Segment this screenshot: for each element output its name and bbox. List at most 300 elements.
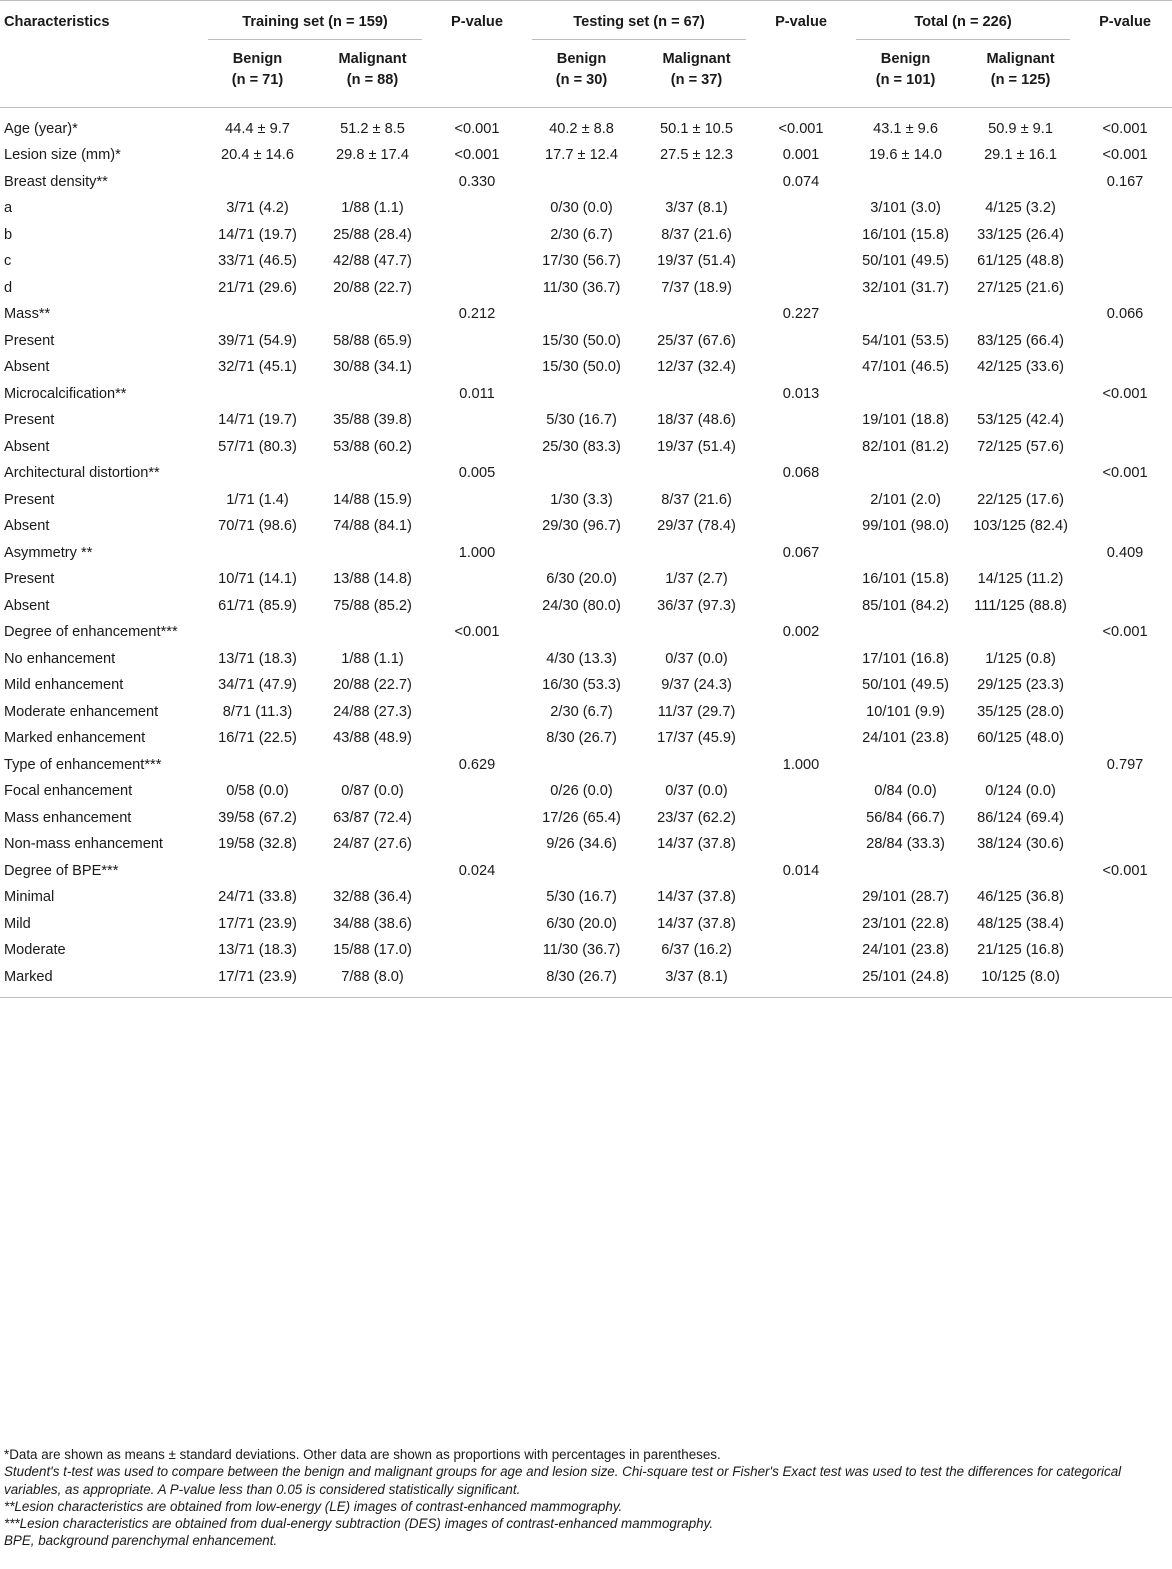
cell-total-benign bbox=[848, 382, 963, 409]
cell-train-p-value bbox=[430, 488, 524, 515]
subheader-n: (n = 30) bbox=[555, 72, 608, 88]
header-test-benign bbox=[524, 40, 639, 107]
cell-test-p-value bbox=[754, 885, 848, 912]
cell-test-p-value: 0.227 bbox=[782, 306, 820, 322]
cell-train-malignant bbox=[315, 620, 430, 647]
cell-test-p-value: 0.014 bbox=[782, 862, 820, 879]
cell-characteristic: Focal enhancement bbox=[4, 783, 133, 799]
cell-test-p-value bbox=[754, 779, 848, 806]
cell-test-malignant bbox=[639, 382, 754, 409]
subheader-label: Malignant bbox=[662, 51, 731, 67]
cell-train-p-value: 0.024 bbox=[458, 862, 496, 879]
cell-total-benign: 23/101 (22.8) bbox=[862, 915, 949, 932]
cell-train-benign: 13/71 (18.3) bbox=[218, 650, 297, 667]
table-row bbox=[0, 355, 1172, 382]
cell-train-malignant: 1/88 (1.1) bbox=[341, 650, 404, 667]
cell-test-malignant: 17/37 (45.9) bbox=[657, 730, 736, 746]
cell-train-p-value bbox=[430, 832, 524, 859]
cell-train-p-value bbox=[430, 806, 524, 833]
cell-test-p-value bbox=[754, 223, 848, 250]
cell-test-malignant: 0/37 (0.0) bbox=[665, 650, 728, 667]
cell-test-benign: 15/30 (50.0) bbox=[542, 332, 621, 349]
cell-total-p-value: 0.167 bbox=[1106, 173, 1144, 190]
cell-total-malignant: 1/125 (0.8) bbox=[985, 650, 1056, 667]
header-p-value-total: P-value bbox=[1099, 14, 1151, 30]
cell-test-benign: 25/30 (83.3) bbox=[542, 438, 621, 455]
cell-total-p-value bbox=[1078, 726, 1172, 753]
cell-test-benign: 15/30 (50.0) bbox=[542, 359, 621, 375]
cell-train-malignant: 29.8 ± 17.4 bbox=[336, 147, 409, 163]
cell-test-benign: 5/30 (16.7) bbox=[546, 412, 617, 428]
cell-total-benign: 0/84 (0.0) bbox=[874, 783, 937, 799]
cell-total-p-value bbox=[1078, 965, 1172, 998]
cell-total-benign: 47/101 (46.5) bbox=[862, 359, 949, 375]
cell-total-benign: 56/84 (66.7) bbox=[866, 809, 945, 826]
cell-total-p-value bbox=[1078, 700, 1172, 727]
cell-total-malignant: 46/125 (36.8) bbox=[977, 889, 1064, 905]
cell-train-malignant bbox=[315, 302, 430, 329]
cell-total-malignant: 35/125 (28.0) bbox=[977, 703, 1064, 720]
cell-total-malignant: 29.1 ± 16.1 bbox=[984, 147, 1057, 163]
cell-test-malignant: 50.1 ± 10.5 bbox=[660, 120, 733, 137]
subheader-label: Malignant bbox=[338, 51, 407, 67]
cell-test-benign: 8/30 (26.7) bbox=[546, 968, 617, 985]
cell-test-malignant: 3/37 (8.1) bbox=[665, 968, 728, 985]
cell-total-benign: 99/101 (98.0) bbox=[862, 518, 949, 534]
cell-total-benign: 32/101 (31.7) bbox=[862, 279, 949, 296]
table-row bbox=[0, 700, 1172, 727]
cell-total-malignant bbox=[963, 753, 1078, 780]
cell-characteristic: Absent bbox=[4, 518, 50, 534]
header-train-malignant bbox=[315, 40, 430, 107]
cell-test-benign: 40.2 ± 8.8 bbox=[549, 120, 614, 137]
cell-test-malignant: 14/37 (37.8) bbox=[657, 915, 736, 932]
subheader-label: Benign bbox=[880, 51, 931, 67]
cell-test-benign: 8/30 (26.7) bbox=[546, 730, 617, 746]
header-total-label: Total (n = 226) bbox=[856, 14, 1070, 40]
cell-total-p-value bbox=[1078, 223, 1172, 250]
cell-test-malignant: 19/37 (51.4) bbox=[657, 438, 736, 455]
footnote-4: ***Lesion characteristics are obtained from dual-energy subtraction (DES) images of contrast-enhanced mammography. bbox=[4, 1516, 714, 1532]
cell-train-malignant: 1/88 (1.1) bbox=[341, 200, 404, 216]
cell-test-malignant bbox=[639, 302, 754, 329]
cell-test-benign bbox=[524, 541, 639, 568]
cell-train-benign bbox=[200, 461, 315, 488]
header-characteristics: Characteristics bbox=[4, 14, 110, 30]
cell-characteristic: Age (year)* bbox=[4, 120, 78, 137]
cell-test-malignant: 14/37 (37.8) bbox=[657, 836, 736, 852]
cell-test-p-value bbox=[754, 594, 848, 621]
cell-total-malignant: 42/125 (33.6) bbox=[977, 359, 1064, 375]
cell-train-p-value: 0.005 bbox=[458, 465, 496, 481]
header-p-value-training: P-value bbox=[451, 14, 503, 30]
cell-train-benign bbox=[200, 620, 315, 647]
cell-train-p-value bbox=[430, 594, 524, 621]
table-row bbox=[0, 514, 1172, 541]
subheader-n: (n = 125) bbox=[990, 72, 1051, 88]
subheader-label: Malignant bbox=[986, 51, 1055, 67]
cell-total-malignant: 4/125 (3.2) bbox=[985, 200, 1056, 216]
table-row bbox=[0, 965, 1172, 998]
cell-total-p-value bbox=[1078, 832, 1172, 859]
table-row bbox=[0, 541, 1172, 568]
cell-test-malignant bbox=[639, 859, 754, 886]
table-row bbox=[0, 938, 1172, 965]
cell-test-benign: 6/30 (20.0) bbox=[546, 915, 617, 932]
cell-train-p-value bbox=[430, 647, 524, 674]
cell-characteristic: c bbox=[4, 253, 12, 269]
cell-test-malignant: 18/37 (48.6) bbox=[657, 412, 736, 428]
cell-train-p-value bbox=[430, 912, 524, 939]
cell-total-p-value bbox=[1078, 408, 1172, 435]
cell-test-p-value bbox=[754, 488, 848, 515]
cell-total-p-value bbox=[1078, 912, 1172, 939]
cell-test-benign: 29/30 (96.7) bbox=[542, 518, 621, 534]
cell-test-benign: 2/30 (6.7) bbox=[550, 226, 613, 243]
header-empty bbox=[1078, 40, 1172, 107]
cell-total-malignant bbox=[963, 170, 1078, 197]
cell-train-benign: 17/71 (23.9) bbox=[218, 968, 297, 985]
cell-total-malignant: 83/125 (66.4) bbox=[977, 332, 1064, 349]
cell-train-malignant: 35/88 (39.8) bbox=[333, 412, 412, 428]
cell-total-benign: 16/101 (15.8) bbox=[862, 226, 949, 243]
cell-characteristic: Absent bbox=[4, 597, 50, 614]
cell-test-benign: 24/30 (80.0) bbox=[542, 597, 621, 614]
cell-test-benign bbox=[524, 620, 639, 647]
table-row bbox=[0, 673, 1172, 700]
cell-test-p-value bbox=[754, 673, 848, 700]
cell-train-p-value: 0.212 bbox=[458, 306, 496, 322]
table-row bbox=[0, 912, 1172, 939]
cell-train-benign: 32/71 (45.1) bbox=[218, 359, 297, 375]
header-empty bbox=[0, 40, 200, 107]
cell-total-benign: 16/101 (15.8) bbox=[862, 571, 949, 587]
cell-test-benign: 11/30 (36.7) bbox=[542, 942, 621, 958]
cell-train-benign: 34/71 (47.9) bbox=[218, 677, 297, 693]
header-row-groups bbox=[0, 1, 1172, 41]
cell-test-benign: 0/30 (0.0) bbox=[550, 200, 613, 216]
cell-train-p-value bbox=[430, 435, 524, 462]
cell-train-benign: 1/71 (1.4) bbox=[226, 491, 289, 508]
cell-total-p-value bbox=[1078, 435, 1172, 462]
cell-characteristic: b bbox=[4, 226, 13, 243]
table-row bbox=[0, 620, 1172, 647]
cell-test-benign bbox=[524, 382, 639, 409]
cell-test-benign: 17.7 ± 12.4 bbox=[545, 147, 618, 163]
cell-total-p-value bbox=[1078, 938, 1172, 965]
cell-test-benign: 9/26 (34.6) bbox=[546, 836, 617, 852]
cell-characteristic: Microcalcification** bbox=[4, 385, 127, 402]
cell-total-malignant bbox=[963, 859, 1078, 886]
cell-characteristic: Marked bbox=[4, 968, 53, 985]
cell-test-benign: 1/30 (3.3) bbox=[550, 491, 613, 508]
footnote-3: **Lesion characteristics are obtained from low-energy (LE) images of contrast-enhanced mammography. bbox=[4, 1498, 623, 1514]
cell-test-malignant: 11/37 (29.7) bbox=[657, 703, 736, 720]
table-footnotes bbox=[4, 1446, 1139, 1550]
cell-total-malignant: 22/125 (17.6) bbox=[977, 491, 1064, 508]
cell-total-malignant: 61/125 (48.8) bbox=[977, 253, 1064, 269]
cell-total-p-value: <0.001 bbox=[1102, 465, 1148, 481]
cell-characteristic: Lesion size (mm)* bbox=[4, 147, 121, 163]
cell-test-benign bbox=[524, 753, 639, 780]
cell-characteristic: Present bbox=[4, 332, 55, 349]
table-row bbox=[0, 170, 1172, 197]
footnote-2: Student's t-test was used to compare between the benign and malignant groups for age and lesion size. Chi-square test or Fisher's Exact test was used to test the differences for categorical variables, as appropriate. A P-value less than 0.05 is considered statistically significant. bbox=[4, 1464, 1122, 1497]
cell-train-benign: 21/71 (29.6) bbox=[218, 279, 297, 296]
cell-total-benign bbox=[848, 170, 963, 197]
cell-total-p-value bbox=[1078, 567, 1172, 594]
cell-test-p-value: 0.001 bbox=[782, 147, 820, 163]
subheader-n: (n = 37) bbox=[670, 72, 723, 88]
header-p-value-testing: P-value bbox=[775, 14, 827, 30]
cell-train-benign: 17/71 (23.9) bbox=[218, 915, 297, 932]
cell-total-malignant: 29/125 (23.3) bbox=[977, 677, 1064, 693]
cell-train-benign: 20.4 ± 14.6 bbox=[221, 147, 294, 163]
cell-test-p-value bbox=[754, 196, 848, 223]
cell-train-p-value bbox=[430, 408, 524, 435]
cell-test-malignant: 19/37 (51.4) bbox=[657, 253, 736, 269]
cell-total-benign: 24/101 (23.8) bbox=[862, 942, 949, 958]
cell-total-benign: 50/101 (49.5) bbox=[862, 253, 949, 269]
cell-characteristic: Present bbox=[4, 571, 55, 587]
cell-train-malignant: 74/88 (84.1) bbox=[333, 518, 412, 534]
cell-train-benign: 14/71 (19.7) bbox=[218, 412, 297, 428]
cell-test-p-value bbox=[754, 514, 848, 541]
cell-train-malignant: 25/88 (28.4) bbox=[333, 226, 412, 243]
cell-train-benign: 61/71 (85.9) bbox=[218, 597, 297, 614]
cell-train-p-value bbox=[430, 567, 524, 594]
header-row-subgroups bbox=[0, 40, 1172, 107]
cell-total-benign: 25/101 (24.8) bbox=[862, 968, 949, 985]
cell-characteristic: Asymmetry ** bbox=[4, 544, 93, 561]
cell-total-benign: 3/101 (3.0) bbox=[870, 200, 941, 216]
cell-total-p-value bbox=[1078, 673, 1172, 700]
cell-characteristic: Non-mass enhancement bbox=[4, 836, 163, 852]
cell-total-malignant: 27/125 (21.6) bbox=[977, 279, 1064, 296]
cell-train-p-value: 0.629 bbox=[458, 756, 496, 773]
cell-train-malignant: 63/87 (72.4) bbox=[333, 809, 412, 826]
cell-test-malignant: 25/37 (67.6) bbox=[657, 332, 736, 349]
cell-total-p-value bbox=[1078, 249, 1172, 276]
cell-train-benign bbox=[200, 382, 315, 409]
cell-train-malignant bbox=[315, 541, 430, 568]
cell-test-benign: 0/26 (0.0) bbox=[550, 783, 613, 799]
cell-total-benign bbox=[848, 541, 963, 568]
footnote-5: BPE, background parenchymal enhancement. bbox=[4, 1533, 278, 1549]
cell-total-benign bbox=[848, 461, 963, 488]
cell-train-malignant: 53/88 (60.2) bbox=[333, 438, 412, 455]
cell-test-p-value: 1.000 bbox=[782, 756, 820, 773]
table-row bbox=[0, 488, 1172, 515]
table-row bbox=[0, 408, 1172, 435]
cell-test-p-value bbox=[754, 408, 848, 435]
cell-total-benign: 28/84 (33.3) bbox=[866, 836, 945, 852]
table-row bbox=[0, 885, 1172, 912]
subheader-n: (n = 101) bbox=[875, 72, 936, 88]
cell-characteristic: Mild enhancement bbox=[4, 677, 124, 693]
cell-train-p-value: <0.001 bbox=[454, 624, 500, 640]
cell-test-p-value bbox=[754, 647, 848, 674]
cell-test-benign bbox=[524, 170, 639, 197]
cell-total-malignant: 111/125 (88.8) bbox=[974, 597, 1067, 614]
cell-total-p-value: 0.797 bbox=[1106, 756, 1144, 773]
cell-test-malignant: 7/37 (18.9) bbox=[661, 279, 732, 296]
cell-test-malignant bbox=[639, 620, 754, 647]
cell-test-benign: 16/30 (53.3) bbox=[542, 677, 621, 693]
cell-characteristic: Degree of enhancement*** bbox=[4, 624, 178, 640]
header-total-benign bbox=[848, 40, 963, 107]
cell-characteristic: Moderate bbox=[4, 942, 66, 958]
cell-total-malignant: 53/125 (42.4) bbox=[977, 412, 1064, 428]
cell-total-p-value bbox=[1078, 488, 1172, 515]
cell-test-malignant: 36/37 (97.3) bbox=[657, 597, 736, 614]
cell-test-p-value: 0.074 bbox=[782, 173, 820, 190]
cell-train-malignant: 20/88 (22.7) bbox=[333, 279, 412, 296]
table-row bbox=[0, 753, 1172, 780]
cell-train-malignant bbox=[315, 382, 430, 409]
cell-test-malignant bbox=[639, 170, 754, 197]
cell-total-malignant bbox=[963, 302, 1078, 329]
header-testing-set-label: Testing set (n = 67) bbox=[532, 14, 746, 40]
cell-train-malignant: 58/88 (65.9) bbox=[333, 332, 412, 349]
cell-characteristic: Mass enhancement bbox=[4, 809, 132, 826]
table-body bbox=[0, 107, 1172, 998]
table-row bbox=[0, 196, 1172, 223]
cell-train-malignant: 20/88 (22.7) bbox=[333, 677, 412, 693]
cell-total-malignant: 72/125 (57.6) bbox=[977, 438, 1064, 455]
cell-train-benign: 44.4 ± 9.7 bbox=[225, 120, 290, 137]
cell-train-p-value bbox=[430, 276, 524, 303]
cell-total-malignant bbox=[963, 620, 1078, 647]
header-empty bbox=[430, 40, 524, 107]
cell-test-p-value: <0.001 bbox=[778, 120, 824, 137]
subheader-label: Benign bbox=[556, 51, 607, 67]
cell-characteristic: Present bbox=[4, 491, 55, 508]
cell-train-p-value: <0.001 bbox=[454, 147, 500, 163]
cell-total-p-value bbox=[1078, 806, 1172, 833]
cell-train-benign: 33/71 (46.5) bbox=[218, 253, 297, 269]
cell-characteristic: Mass** bbox=[4, 306, 51, 322]
cell-total-p-value: <0.001 bbox=[1102, 120, 1148, 137]
cell-total-p-value: 0.409 bbox=[1106, 544, 1144, 561]
cell-train-p-value bbox=[430, 223, 524, 250]
cell-total-p-value: <0.001 bbox=[1102, 862, 1148, 879]
cell-test-benign bbox=[524, 859, 639, 886]
cell-total-benign bbox=[848, 302, 963, 329]
cell-test-malignant: 14/37 (37.8) bbox=[657, 889, 736, 905]
cell-train-p-value bbox=[430, 885, 524, 912]
cell-train-malignant: 7/88 (8.0) bbox=[341, 968, 404, 985]
cell-train-p-value bbox=[430, 965, 524, 998]
cell-test-benign: 17/30 (56.7) bbox=[542, 253, 621, 269]
cell-total-benign: 10/101 (9.9) bbox=[866, 703, 945, 720]
cell-train-p-value bbox=[430, 726, 524, 753]
cell-characteristic: Absent bbox=[4, 359, 50, 375]
cell-train-malignant bbox=[315, 859, 430, 886]
cell-train-benign bbox=[200, 859, 315, 886]
cell-test-p-value bbox=[754, 938, 848, 965]
header-train-benign bbox=[200, 40, 315, 107]
cell-train-benign: 70/71 (98.6) bbox=[218, 518, 297, 534]
cell-train-malignant: 32/88 (36.4) bbox=[333, 889, 412, 905]
cell-train-benign: 16/71 (22.5) bbox=[218, 730, 297, 746]
cell-train-benign: 13/71 (18.3) bbox=[218, 942, 297, 958]
cell-total-p-value bbox=[1078, 276, 1172, 303]
cell-train-p-value bbox=[430, 196, 524, 223]
cell-test-benign bbox=[524, 302, 639, 329]
cell-total-malignant bbox=[963, 461, 1078, 488]
table-row bbox=[0, 461, 1172, 488]
cell-train-p-value bbox=[430, 355, 524, 382]
cell-total-p-value bbox=[1078, 196, 1172, 223]
cell-characteristic: Present bbox=[4, 412, 55, 428]
cell-test-malignant: 6/37 (16.2) bbox=[661, 942, 732, 958]
table-row bbox=[0, 435, 1172, 462]
subheader-n: (n = 88) bbox=[346, 72, 399, 88]
cell-characteristic: d bbox=[4, 279, 13, 296]
cell-test-p-value bbox=[754, 832, 848, 859]
cell-total-benign bbox=[848, 620, 963, 647]
cell-test-p-value bbox=[754, 355, 848, 382]
cell-total-malignant: 86/124 (69.4) bbox=[977, 809, 1064, 826]
cell-test-malignant: 8/37 (21.6) bbox=[661, 491, 732, 508]
cell-characteristic: a bbox=[4, 200, 13, 216]
cell-total-malignant: 48/125 (38.4) bbox=[977, 915, 1064, 932]
cell-total-benign: 29/101 (28.7) bbox=[862, 889, 949, 905]
cell-characteristic: Mild bbox=[4, 915, 31, 932]
table-row bbox=[0, 647, 1172, 674]
cell-train-malignant: 15/88 (17.0) bbox=[333, 942, 412, 958]
cell-train-p-value bbox=[430, 700, 524, 727]
cell-train-malignant: 0/87 (0.0) bbox=[341, 783, 404, 799]
table-row bbox=[0, 594, 1172, 621]
table-row bbox=[0, 779, 1172, 806]
cell-characteristic: Degree of BPE*** bbox=[4, 862, 119, 879]
cell-test-malignant: 3/37 (8.1) bbox=[665, 200, 728, 216]
cell-test-p-value bbox=[754, 912, 848, 939]
cell-train-malignant bbox=[315, 461, 430, 488]
cell-total-benign: 17/101 (16.8) bbox=[862, 650, 949, 667]
header-empty bbox=[754, 40, 848, 107]
header-total-malignant bbox=[963, 40, 1078, 107]
cell-test-benign: 11/30 (36.7) bbox=[542, 279, 621, 296]
cell-test-malignant bbox=[639, 461, 754, 488]
cell-train-benign bbox=[200, 302, 315, 329]
cell-train-benign bbox=[200, 170, 315, 197]
cell-train-p-value bbox=[430, 779, 524, 806]
cell-train-malignant bbox=[315, 170, 430, 197]
cell-characteristic: Minimal bbox=[4, 889, 55, 905]
cell-total-p-value: <0.001 bbox=[1102, 385, 1148, 402]
cell-total-p-value bbox=[1078, 514, 1172, 541]
cell-test-malignant: 9/37 (24.3) bbox=[661, 677, 732, 693]
cell-train-benign: 39/71 (54.9) bbox=[218, 332, 297, 349]
cell-total-benign: 19/101 (18.8) bbox=[862, 412, 949, 428]
header-test-malignant bbox=[639, 40, 754, 107]
table-row bbox=[0, 806, 1172, 833]
cell-train-malignant: 43/88 (48.9) bbox=[333, 730, 412, 746]
cell-characteristic: Type of enhancement*** bbox=[4, 756, 162, 773]
cell-total-malignant: 103/125 (82.4) bbox=[973, 518, 1068, 534]
cell-train-malignant: 24/87 (27.6) bbox=[333, 836, 412, 852]
cell-total-benign: 50/101 (49.5) bbox=[862, 677, 949, 693]
cell-train-p-value bbox=[430, 329, 524, 356]
cell-train-malignant: 30/88 (34.1) bbox=[333, 359, 412, 375]
cell-test-malignant: 12/37 (32.4) bbox=[657, 359, 736, 375]
cell-total-benign: 43.1 ± 9.6 bbox=[873, 120, 938, 137]
cell-train-malignant: 24/88 (27.3) bbox=[333, 703, 412, 720]
subheader-n: (n = 71) bbox=[231, 72, 284, 88]
